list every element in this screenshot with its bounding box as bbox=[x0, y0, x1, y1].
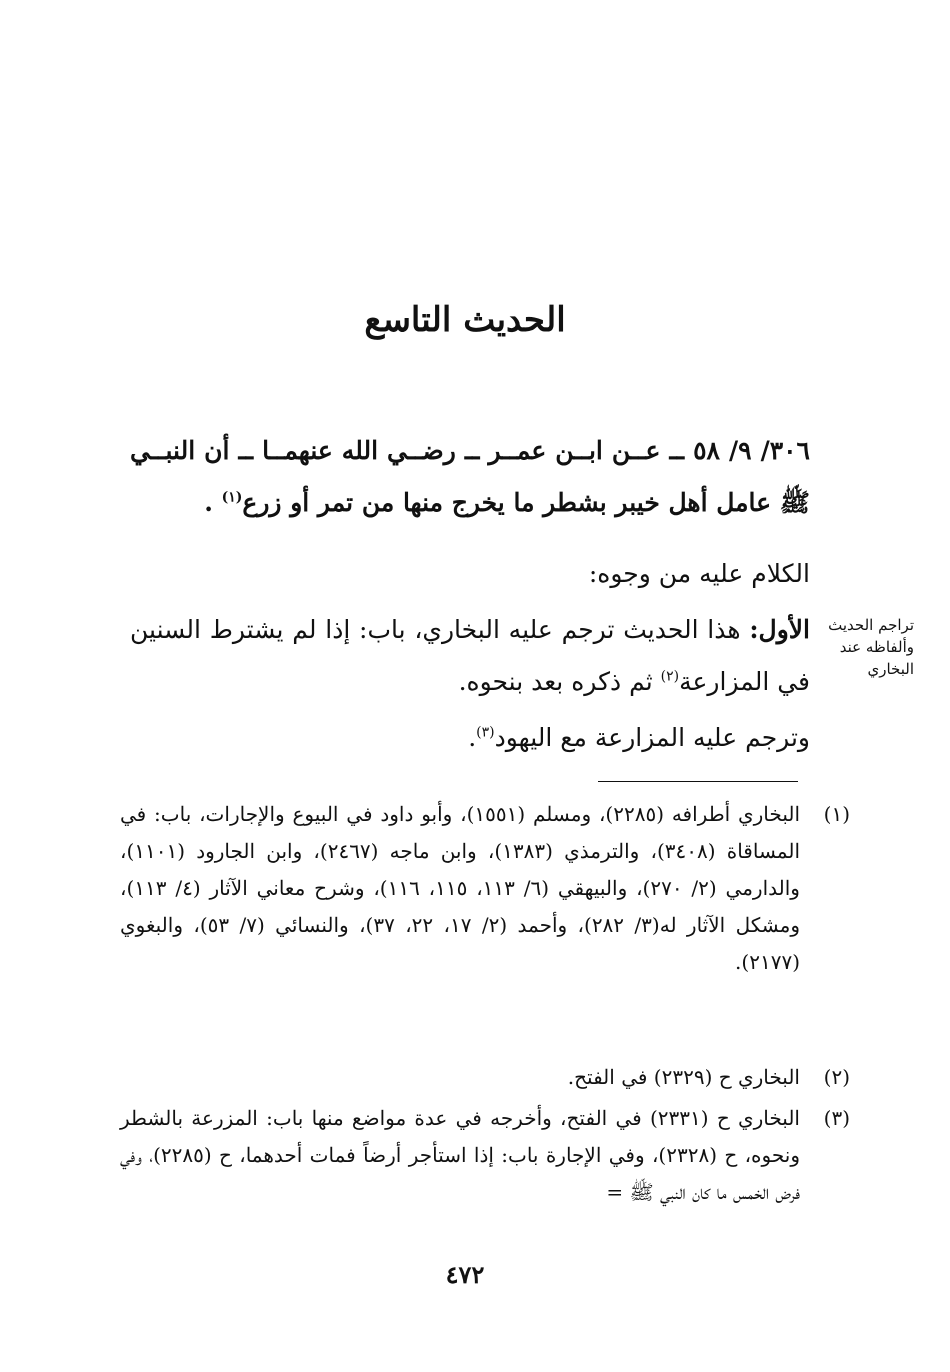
first-aspect-text: هذا الحديث ترجم عليه البخاري، باب: إذا لم يشترط السنين في المزارعة bbox=[130, 615, 810, 696]
third-footnote-ref: (٣) bbox=[476, 724, 495, 741]
page-number: ٤٧٢ bbox=[445, 1260, 485, 1289]
third-text: وترجم عليه المزارعة مع اليهود bbox=[494, 723, 810, 752]
footnote-text: البخاري ح (٢٣٢٩) في الفتح. bbox=[567, 1065, 800, 1089]
footnote-text: البخاري أطرافه (٢٢٨٥)، ومسلم (١٥٥١)، وأبو داود في البيوع والإجارات، باب: في المساقاة (٣٤٠٨)، والترمذي (١٣٨٣)، وابن ماجه (٢٤٦٧)، وابن الجارود (١١٠١)، والدارمي (٢/ ٢٧٠)، والبيهقي (٦/ ١١٣، ١١٥، ١١٦)، وشرح معاني الآثار (٤/ ١١٣)، ومشكل الآثار له(٣/ ٢٨٢)، وأحمد (٢/ ١٧، ٢٢، ٣٧)، والنسائي (٧/ ٥٣)، والبغوي (٢١٧٧). bbox=[120, 802, 801, 974]
footnote-3 bbox=[120, 1100, 850, 1211]
hadith-body: ٣٠٦/ ٩/ ٥٨ ــ عــن ابــن عمــر ــ رضــي الله عنهمــا ــ أن النبــي ﷺ عامل أهل خيبر بشطر ما يخرج منها من تمر أو زرع bbox=[130, 436, 810, 517]
footnote-1 bbox=[120, 796, 850, 981]
hadith-footnote-ref: (١) bbox=[221, 489, 243, 506]
third-end: . bbox=[468, 723, 477, 752]
hadith-end: . bbox=[204, 488, 213, 517]
footnote-number: (١) bbox=[823, 802, 850, 826]
third-paragraph bbox=[130, 712, 810, 764]
margin-note: تراجم الحديث وألفاظه عند البخاري bbox=[828, 616, 914, 678]
first-aspect-paragraph bbox=[130, 604, 810, 708]
footnote-number: (٢) bbox=[823, 1065, 850, 1089]
first-aspect-tail: ثم ذكره بعد بنحوه. bbox=[458, 667, 653, 696]
first-footnote-ref: (٢) bbox=[660, 668, 680, 685]
hadith-text bbox=[130, 425, 810, 529]
footnote-text: البخاري ح (٢٣٣١) في الفتح، وأخرجه في عدة مواضع منها باب: المزرعة بالشطر ونحوه، ح (٢٣٢٨)، وفي الإجارة باب: إذا استأجر أرضاً فمات أحدهما، ح (٢٢٨٥)، وفي فرض الخمس ما كان النبي ﷺ = bbox=[120, 1106, 800, 1204]
section-heading: الكلام عليه من وجوه: bbox=[588, 559, 810, 588]
footnote-divider bbox=[598, 781, 798, 782]
footnote-number: (٣) bbox=[823, 1106, 850, 1130]
footnote-2 bbox=[120, 1059, 850, 1096]
first-aspect-label: الأول: bbox=[749, 615, 810, 644]
page-title: الحديث التاسع bbox=[364, 300, 566, 340]
